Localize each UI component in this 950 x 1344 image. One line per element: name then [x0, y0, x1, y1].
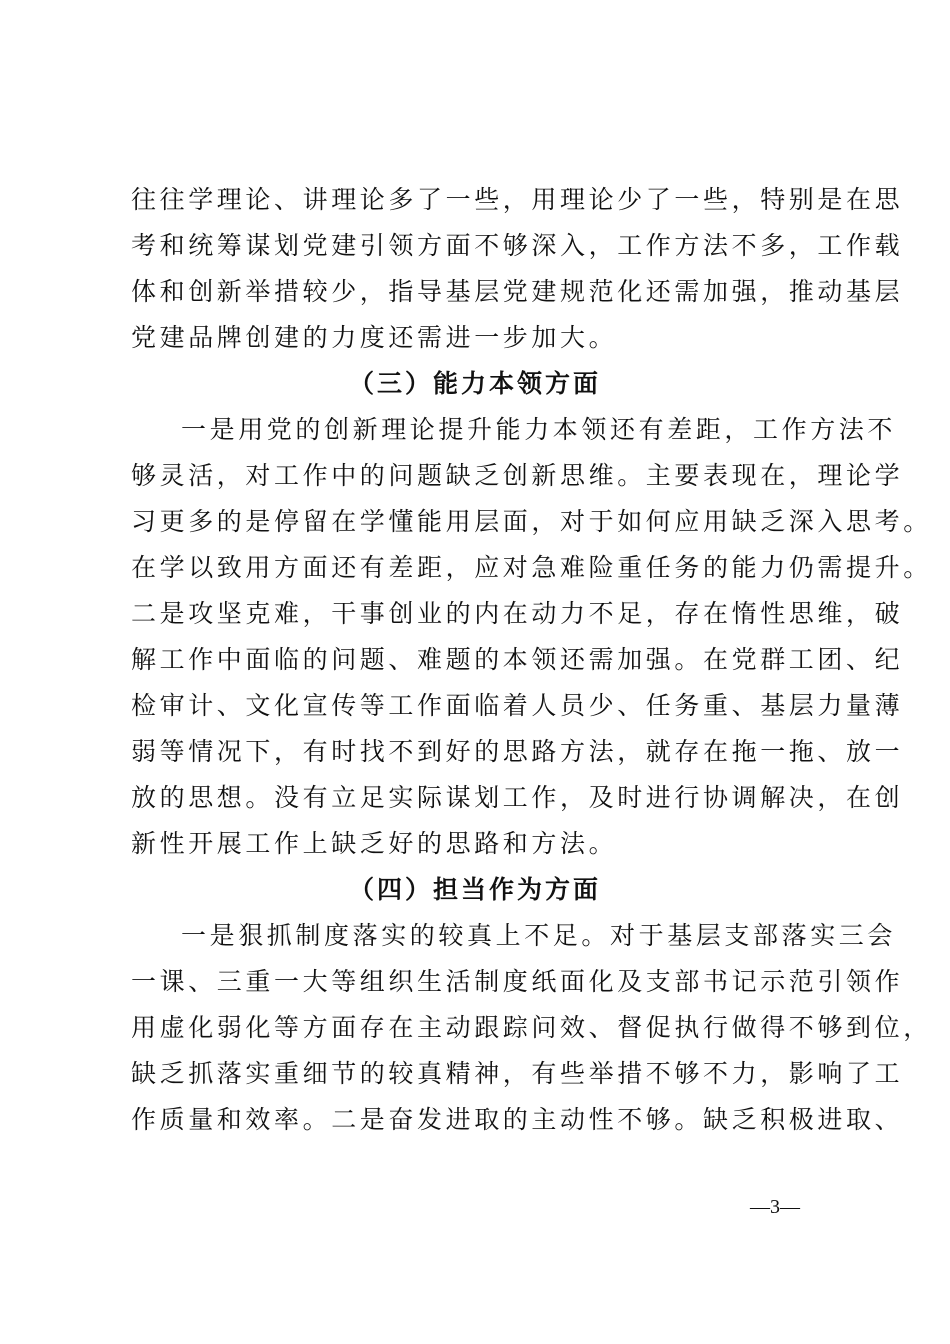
paragraph-line: 检审计、文化宣传等工作面临着人员少、任务重、基层力量薄	[131, 691, 904, 720]
paragraph-line: 二是攻坚克难，干事创业的内在动力不足，存在惰性思维，破	[131, 599, 904, 628]
paragraph-line: 放的思想。没有立足实际谋划工作，及时进行协调解决，在创	[131, 783, 904, 812]
paragraph-line: 党建品牌创建的力度还需进一步加大。	[131, 323, 618, 352]
paragraph-line: 一课、三重一大等组织生活制度纸面化及支部书记示范引领作	[131, 967, 904, 996]
paragraph-line: 体和创新举措较少，指导基层党建规范化还需加强，推动基层	[131, 277, 904, 306]
section-heading-ability: （三）能力本领方面	[348, 369, 601, 398]
section-heading-responsibility: （四）担当作为方面	[348, 875, 601, 904]
paragraph-line: 考和统筹谋划党建引领方面不够深入，工作方法不多，工作载	[131, 231, 904, 260]
paragraph-line: 解工作中面临的问题、难题的本领还需加强。在党群工团、纪	[131, 645, 904, 674]
paragraph-line: 习更多的是停留在学懂能用层面，对于如何应用缺乏深入思考。	[131, 507, 932, 536]
paragraph-line: 作质量和效率。二是奋发进取的主动性不够。缺乏积极进取、	[131, 1105, 904, 1134]
paragraph-line: 新性开展工作上缺乏好的思路和方法。	[131, 829, 618, 858]
paragraph-line: 够灵活，对工作中的问题缺乏创新思维。主要表现在，理论学	[131, 461, 904, 490]
paragraph-line: 一是用党的创新理论提升能力本领还有差距，工作方法不	[181, 415, 897, 444]
paragraph-line: 弱等情况下，有时找不到好的思路方法，就存在拖一拖、放一	[131, 737, 904, 766]
paragraph-line: 一是狠抓制度落实的较真上不足。对于基层支部落实三会	[181, 921, 897, 950]
paragraph-line: 在学以致用方面还有差距，应对急难险重任务的能力仍需提升。	[131, 553, 932, 582]
paragraph-line: 用虚化弱化等方面存在主动跟踪问效、督促执行做得不够到位，	[131, 1013, 932, 1042]
page-number: —3—	[750, 1196, 800, 1218]
paragraph-line: 缺乏抓落实重细节的较真精神，有些举措不够不力，影响了工	[131, 1059, 904, 1088]
paragraph-line: 往往学理论、讲理论多了一些，用理论少了一些，特别是在思	[131, 185, 904, 214]
